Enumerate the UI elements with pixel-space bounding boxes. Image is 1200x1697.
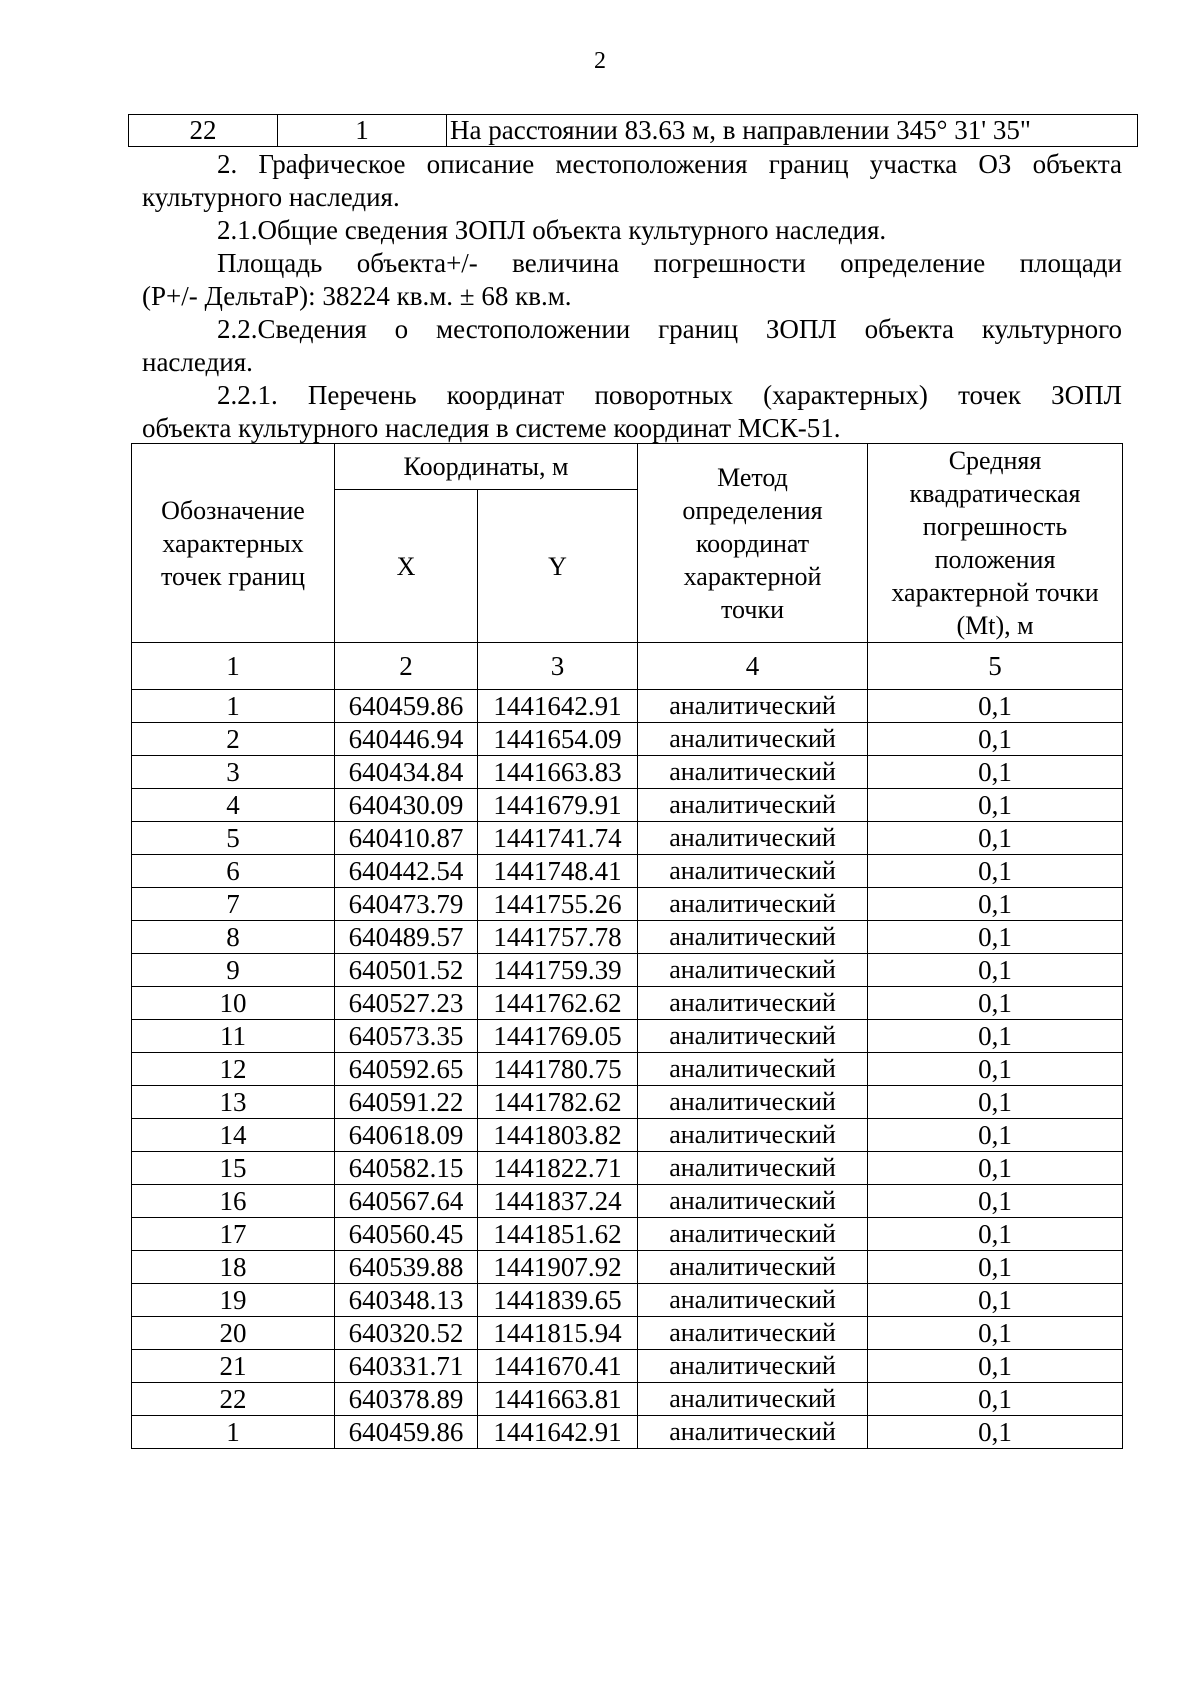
x-coordinate-cell: 640501.52: [335, 954, 478, 987]
column-number: 3: [478, 643, 638, 690]
y-coordinate-cell: 1441837.24: [478, 1185, 638, 1218]
x-coordinate-cell: 640430.09: [335, 789, 478, 822]
segment-description-cell: На расстоянии 83.63 м, в направлении 345° 31' 35": [447, 115, 1138, 147]
paragraph-section-2-2-1: 2.2.1. Перечень координат поворотных (характерных) точек ЗОПЛ: [217, 380, 1122, 410]
column-number: 1: [132, 643, 335, 690]
error-cell: 0,1: [868, 888, 1123, 921]
method-cell: аналитический: [638, 1284, 868, 1317]
y-coordinate-cell: 1441822.71: [478, 1152, 638, 1185]
point-cell: 12: [132, 1053, 335, 1086]
paragraph-section-2-2: 2.2.Сведения о местоположении границ ЗОПЛ объекта культурного: [217, 314, 1122, 344]
table-row: [132, 789, 1123, 822]
x-coordinate-cell: 640473.79: [335, 888, 478, 921]
error-cell: 0,1: [868, 1185, 1123, 1218]
point-cell: 20: [132, 1317, 335, 1350]
y-coordinate-cell: 1441759.39: [478, 954, 638, 987]
table-row: [132, 1185, 1123, 1218]
table-row: [132, 1383, 1123, 1416]
x-coordinate-cell: 640434.84: [335, 756, 478, 789]
y-coordinate-cell: 1441741.74: [478, 822, 638, 855]
segment-from-cell: 22: [129, 115, 278, 147]
error-cell: 0,1: [868, 723, 1123, 756]
point-cell: 8: [132, 921, 335, 954]
point-cell: 15: [132, 1152, 335, 1185]
table-row: [132, 1251, 1123, 1284]
y-coordinate-cell: 1441769.05: [478, 1020, 638, 1053]
table-row: [132, 888, 1123, 921]
paragraph-section-2-2-1-cont: объекта культурного наследия в системе координат МСК-51.: [142, 413, 841, 443]
method-cell: аналитический: [638, 855, 868, 888]
table-row: [132, 987, 1123, 1020]
y-coordinate-cell: 1441642.91: [478, 1416, 638, 1449]
paragraph-section-2-2-cont: наследия.: [142, 347, 253, 377]
method-cell: аналитический: [638, 822, 868, 855]
paragraph-section-2-cont: культурного наследия.: [142, 182, 400, 212]
header-row: [132, 444, 1123, 490]
method-cell: аналитический: [638, 1416, 868, 1449]
table-row: [132, 855, 1123, 888]
y-coordinate-cell: 1441663.81: [478, 1383, 638, 1416]
point-cell: 5: [132, 822, 335, 855]
error-cell: 0,1: [868, 987, 1123, 1020]
body-text: [142, 148, 1122, 445]
segment-to-cell: 1: [278, 115, 447, 147]
header-mean-square-error: Средняя квадратическая погрешность положения характерной точки (Mt), м: [868, 444, 1123, 643]
error-cell: 0,1: [868, 1284, 1123, 1317]
x-coordinate-cell: 640459.86: [335, 690, 478, 723]
x-coordinate-cell: 640560.45: [335, 1218, 478, 1251]
method-cell: аналитический: [638, 723, 868, 756]
method-cell: аналитический: [638, 1185, 868, 1218]
point-cell: 22: [132, 1383, 335, 1416]
continuation-row-table: [128, 114, 1138, 147]
point-cell: 6: [132, 855, 335, 888]
y-coordinate-cell: 1441839.65: [478, 1284, 638, 1317]
x-coordinate-cell: 640446.94: [335, 723, 478, 756]
coordinates-table-body: [132, 690, 1123, 1449]
point-cell: 7: [132, 888, 335, 921]
header-coordinates-group: Координаты, м: [335, 444, 638, 490]
method-cell: аналитический: [638, 1053, 868, 1086]
paragraph-section-2: 2. Графическое описание местоположения границ участка ОЗ объекта: [217, 149, 1122, 179]
point-cell: 4: [132, 789, 335, 822]
y-coordinate-cell: 1441803.82: [478, 1119, 638, 1152]
point-cell: 13: [132, 1086, 335, 1119]
point-cell: 9: [132, 954, 335, 987]
error-cell: 0,1: [868, 1119, 1123, 1152]
y-coordinate-cell: 1441815.94: [478, 1317, 638, 1350]
paragraph-area-cont: (Р+/- ДельтаР): 38224 кв.м. ± 68 кв.м.: [142, 281, 572, 311]
header-point-designation: Обозначение характерных точек границ: [132, 444, 335, 643]
table-row: [132, 1053, 1123, 1086]
method-cell: аналитический: [638, 1317, 868, 1350]
method-cell: аналитический: [638, 1218, 868, 1251]
error-cell: 0,1: [868, 756, 1123, 789]
column-number-row: [132, 643, 1123, 690]
y-coordinate-cell: 1441663.83: [478, 756, 638, 789]
error-cell: 0,1: [868, 1152, 1123, 1185]
table-row: [132, 1317, 1123, 1350]
paragraph-section-2-1: 2.1.Общие сведения ЗОПЛ объекта культурного наследия.: [217, 215, 887, 245]
y-coordinate-cell: 1441755.26: [478, 888, 638, 921]
point-cell: 17: [132, 1218, 335, 1251]
method-cell: аналитический: [638, 954, 868, 987]
error-cell: 0,1: [868, 1251, 1123, 1284]
x-coordinate-cell: 640331.71: [335, 1350, 478, 1383]
table-row: [132, 1350, 1123, 1383]
x-coordinate-cell: 640410.87: [335, 822, 478, 855]
method-cell: аналитический: [638, 1251, 868, 1284]
y-coordinate-cell: 1441762.62: [478, 987, 638, 1020]
point-cell: 1: [132, 1416, 335, 1449]
table-row: [132, 723, 1123, 756]
error-cell: 0,1: [868, 822, 1123, 855]
error-cell: 0,1: [868, 1053, 1123, 1086]
column-number: 5: [868, 643, 1123, 690]
table-row: [132, 1020, 1123, 1053]
error-cell: 0,1: [868, 1416, 1123, 1449]
error-cell: 0,1: [868, 1218, 1123, 1251]
y-coordinate-cell: 1441642.91: [478, 690, 638, 723]
method-cell: аналитический: [638, 1152, 868, 1185]
y-coordinate-cell: 1441748.41: [478, 855, 638, 888]
error-cell: 0,1: [868, 1350, 1123, 1383]
x-coordinate-cell: 640378.89: [335, 1383, 478, 1416]
y-coordinate-cell: 1441757.78: [478, 921, 638, 954]
table-row: [132, 1416, 1123, 1449]
table-row: [132, 1086, 1123, 1119]
x-coordinate-cell: 640459.86: [335, 1416, 478, 1449]
point-cell: 16: [132, 1185, 335, 1218]
x-coordinate-cell: 640618.09: [335, 1119, 478, 1152]
y-coordinate-cell: 1441679.91: [478, 789, 638, 822]
y-coordinate-cell: 1441780.75: [478, 1053, 638, 1086]
method-cell: аналитический: [638, 690, 868, 723]
x-coordinate-cell: 640320.52: [335, 1317, 478, 1350]
point-cell: 10: [132, 987, 335, 1020]
y-coordinate-cell: 1441782.62: [478, 1086, 638, 1119]
error-cell: 0,1: [868, 789, 1123, 822]
column-number: 4: [638, 643, 868, 690]
table-row: [132, 921, 1123, 954]
error-cell: 0,1: [868, 855, 1123, 888]
table-row: [132, 756, 1123, 789]
point-cell: 3: [132, 756, 335, 789]
coordinates-table: [131, 443, 1123, 1449]
header-y: Y: [478, 490, 638, 643]
table-row: [132, 1218, 1123, 1251]
y-coordinate-cell: 1441851.62: [478, 1218, 638, 1251]
table-row: [132, 954, 1123, 987]
table-row: [132, 690, 1123, 723]
point-cell: 14: [132, 1119, 335, 1152]
error-cell: 0,1: [868, 1086, 1123, 1119]
table-row: [132, 822, 1123, 855]
table-row: [132, 1152, 1123, 1185]
method-cell: аналитический: [638, 756, 868, 789]
y-coordinate-cell: 1441907.92: [478, 1251, 638, 1284]
method-cell: аналитический: [638, 1020, 868, 1053]
method-cell: аналитический: [638, 921, 868, 954]
table-row: [132, 1119, 1123, 1152]
point-cell: 19: [132, 1284, 335, 1317]
x-coordinate-cell: 640527.23: [335, 987, 478, 1020]
method-cell: аналитический: [638, 1350, 868, 1383]
header-x: X: [335, 490, 478, 643]
error-cell: 0,1: [868, 1383, 1123, 1416]
x-coordinate-cell: 640442.54: [335, 855, 478, 888]
error-cell: 0,1: [868, 1020, 1123, 1053]
error-cell: 0,1: [868, 921, 1123, 954]
x-coordinate-cell: 640567.64: [335, 1185, 478, 1218]
method-cell: аналитический: [638, 1086, 868, 1119]
point-cell: 21: [132, 1350, 335, 1383]
x-coordinate-cell: 640591.22: [335, 1086, 478, 1119]
x-coordinate-cell: 640573.35: [335, 1020, 478, 1053]
page-number: 2: [594, 48, 606, 74]
header-method: Метод определения координат характерной точки: [638, 444, 868, 643]
table-row: [132, 1284, 1123, 1317]
error-cell: 0,1: [868, 690, 1123, 723]
y-coordinate-cell: 1441670.41: [478, 1350, 638, 1383]
error-cell: 0,1: [868, 954, 1123, 987]
x-coordinate-cell: 640582.15: [335, 1152, 478, 1185]
point-cell: 11: [132, 1020, 335, 1053]
method-cell: аналитический: [638, 1383, 868, 1416]
method-cell: аналитический: [638, 987, 868, 1020]
y-coordinate-cell: 1441654.09: [478, 723, 638, 756]
table-row: [129, 115, 1138, 147]
method-cell: аналитический: [638, 888, 868, 921]
column-number: 2: [335, 643, 478, 690]
x-coordinate-cell: 640539.88: [335, 1251, 478, 1284]
x-coordinate-cell: 640489.57: [335, 921, 478, 954]
x-coordinate-cell: 640348.13: [335, 1284, 478, 1317]
point-cell: 18: [132, 1251, 335, 1284]
method-cell: аналитический: [638, 789, 868, 822]
point-cell: 2: [132, 723, 335, 756]
error-cell: 0,1: [868, 1317, 1123, 1350]
x-coordinate-cell: 640592.65: [335, 1053, 478, 1086]
method-cell: аналитический: [638, 1119, 868, 1152]
paragraph-area: Площадь объекта+/- величина погрешности определение площади: [217, 248, 1122, 278]
point-cell: 1: [132, 690, 335, 723]
